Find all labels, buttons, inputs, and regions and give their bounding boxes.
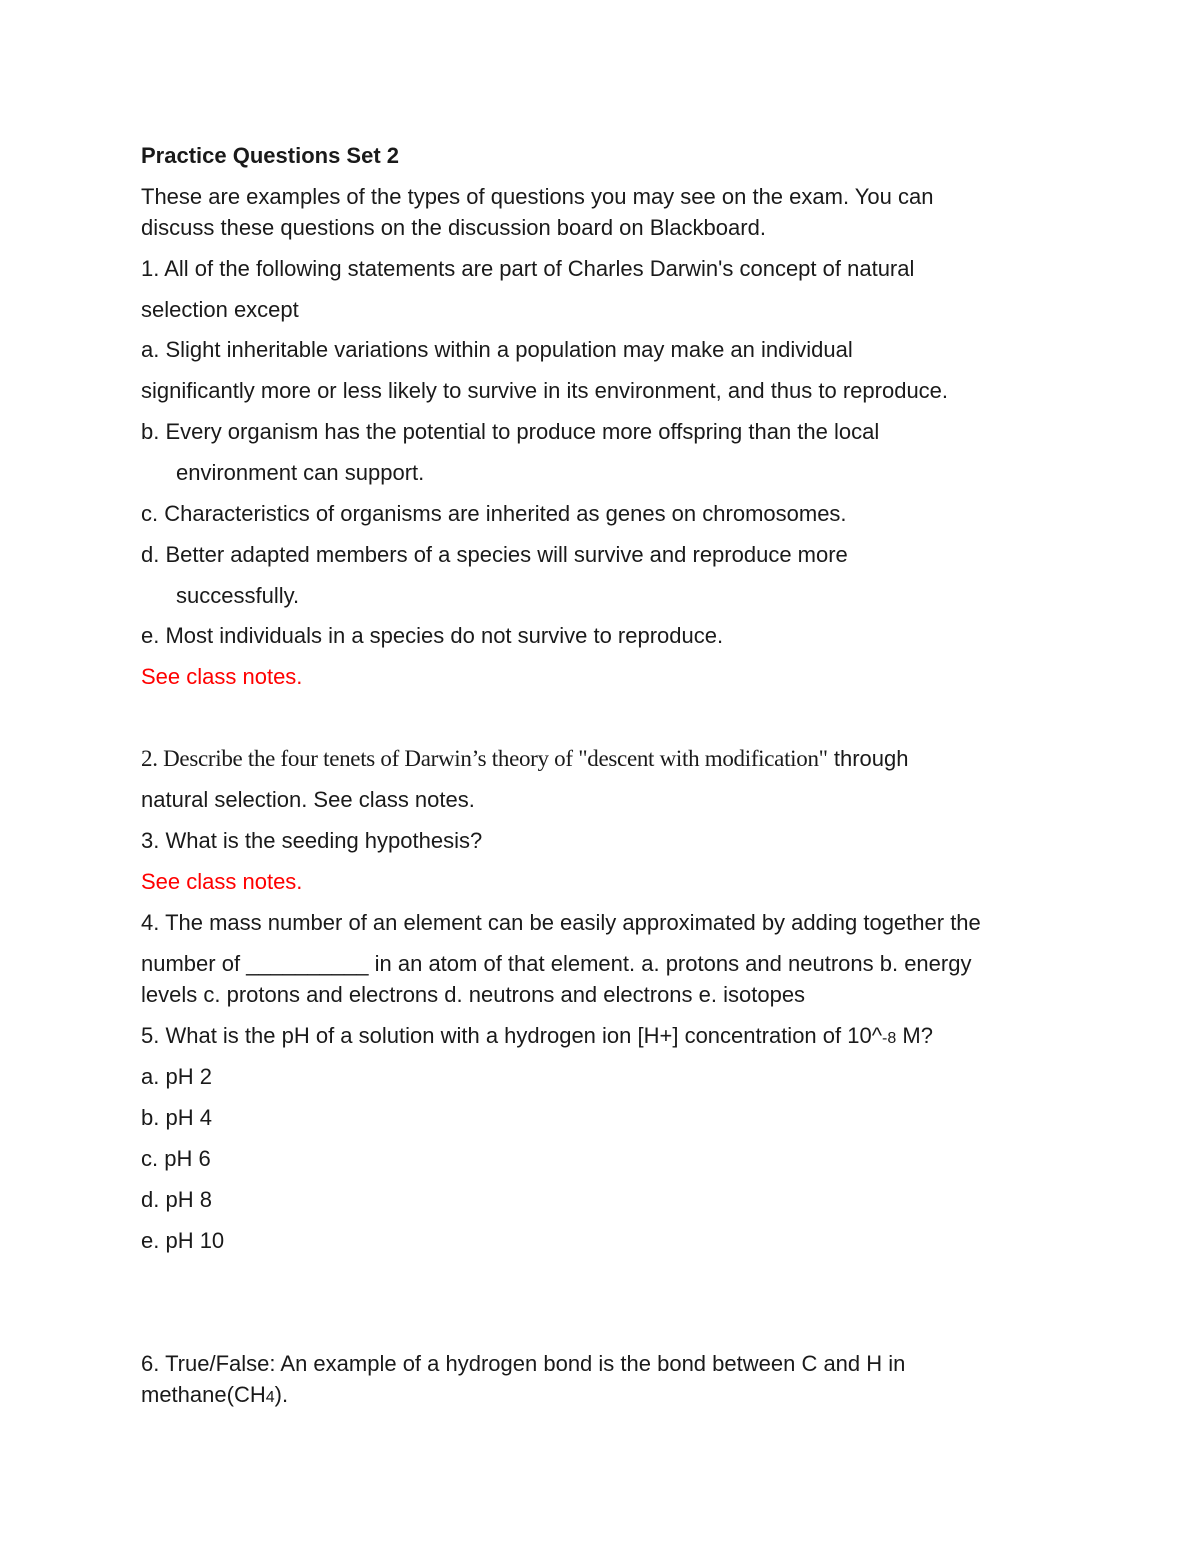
question-2-tail-text: through	[827, 746, 909, 771]
question-5-option-e: e. pH 10	[141, 1228, 225, 1253]
question-2-line-1	[141, 745, 909, 773]
question-3-answer: See class notes.	[141, 869, 303, 894]
question-1-option-d-line-1: d. Better adapted members of a species will survive and reproduce more	[141, 542, 848, 567]
question-3-stem: 3. What is the seeding hypothesis?	[141, 828, 483, 853]
question-5-stem-text: 5. What is the pH of a solution with a hydrogen ion [H+] concentration of 10^	[141, 1023, 883, 1048]
question-5-option-c: c. pH 6	[141, 1146, 211, 1171]
question-5-option-d: d. pH 8	[141, 1187, 212, 1212]
question-1-option-d-line-2: successfully.	[176, 583, 300, 608]
question-6-subscript: 4	[265, 1389, 275, 1406]
question-4-line-1: 4. The mass number of an element can be easily approximated by adding together the	[141, 910, 981, 935]
question-5-option-b: b. pH 4	[141, 1105, 212, 1130]
question-1-option-c: c. Characteristics of organisms are inherited as genes on chromosomes.	[141, 501, 847, 526]
question-4-line-3: levels c. protons and electrons d. neutrons and electrons e. isotopes	[141, 982, 806, 1007]
intro-text-line-1: These are examples of the types of questions you may see on the exam. You can	[141, 184, 934, 209]
question-1-option-a-line-2: significantly more or less likely to survive in its environment, and thus to reproduce.	[141, 378, 949, 403]
question-1-option-e: e. Most individuals in a species do not survive to reproduce.	[141, 623, 724, 648]
question-1-answer: See class notes.	[141, 664, 303, 689]
question-1-stem-line-1: 1. All of the following statements are part of Charles Darwin's concept of natural	[141, 256, 915, 281]
question-6-methane-text: methane(CH	[141, 1382, 266, 1407]
question-5-exponent: -8	[882, 1030, 897, 1047]
question-2-serif-text: 2. Describe the four tenets of Darwin’s theory of "descent with modification"	[141, 746, 828, 771]
question-5-option-a: a. pH 2	[141, 1064, 212, 1089]
question-4-line-2: number of __________ in an atom of that element. a. protons and neutrons b. energy	[141, 951, 972, 976]
question-1-stem-line-2: selection except	[141, 297, 299, 322]
page-title: Practice Questions Set 2	[141, 143, 399, 168]
question-2-line-2: natural selection. See class notes.	[141, 787, 475, 812]
question-1-option-a-line-1: a. Slight inheritable variations within a population may make an individual	[141, 337, 853, 362]
question-1-option-b-line-2: environment can support.	[176, 460, 425, 485]
intro-text-line-2: discuss these questions on the discussion board on Blackboard.	[141, 215, 766, 240]
question-1-option-b-line-1: b. Every organism has the potential to produce more offspring than the local	[141, 419, 880, 444]
question-5-stem-unit: M?	[896, 1023, 933, 1048]
question-6-closing: ).	[274, 1382, 289, 1407]
question-5-stem	[141, 1022, 933, 1053]
question-6-line-1: 6. True/False: An example of a hydrogen bond is the bond between C and H in	[141, 1351, 906, 1376]
question-6-line-2	[141, 1381, 288, 1412]
